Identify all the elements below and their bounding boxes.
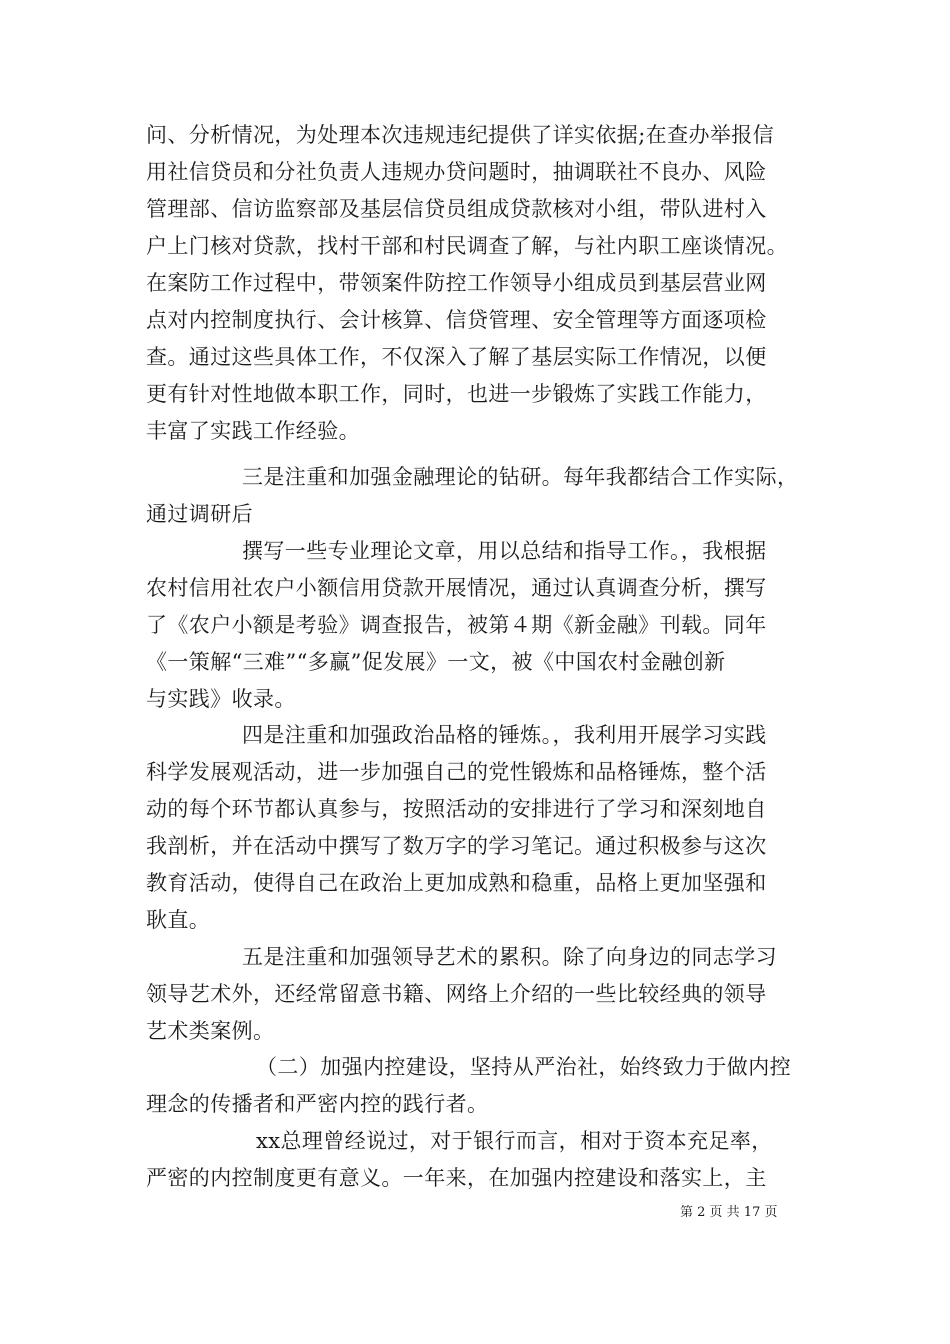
- text-line: 查。通过这些具体工作，不仅深入了解了基层实际工作情况，以便: [146, 345, 767, 369]
- text-line: 管理部、信访监察部及基层信贷员组成贷款核对小组，带队进村入: [146, 197, 767, 221]
- text-line: 丰富了实践工作经验。: [146, 419, 360, 443]
- paragraph-heading-3: 三是注重和加强金融理论的钻研。每年我都结合工作实际，: [242, 465, 799, 489]
- text-line: 科学发展观活动，进一步加强自己的党性锻炼和品格锤炼，整个活: [146, 760, 767, 784]
- text-line: 理念的传播者和严密内控的践行者。: [146, 1092, 489, 1116]
- text-line: 耿直。: [146, 908, 211, 932]
- paragraph-heading-5: 五是注重和加强领导艺术的累积。除了向身边的同志学习: [242, 945, 777, 969]
- section-heading-2: （二）加强内控建设，坚持从严治社，始终致力于做内控: [256, 1055, 791, 1079]
- text-line: 更有针对性地做本职工作，同时，也进一步锻炼了实践工作能力，: [146, 382, 767, 406]
- text-line: 我剖析，并在活动中撰写了数万字的学习笔记。通过积极参与这次: [146, 834, 767, 858]
- text-line: 户上门核对贷款，找村干部和村民调查了解，与社内职工座谈情况。: [146, 234, 788, 258]
- text-line: 《一策解“三难”“多赢”促发展》一文，被《中国农村金融创新: [146, 650, 726, 674]
- text-line: 农村信用社农户小额信用贷款开展情况，通过认真调查分析，撰写: [146, 576, 767, 600]
- text-line: 问、分析情况，为处理本次违规违纪提供了详实依据;在查办举报信: [146, 123, 775, 147]
- text-line: 点对内控制度执行、会计核算、信贷管理、安全管理等方面逐项检: [146, 308, 767, 332]
- text-line: 动的每个环节都认真参与，按照活动的安排进行了学习和深刻地自: [146, 797, 767, 821]
- text-line: 通过调研后: [146, 502, 253, 526]
- paragraph-heading-4: 四是注重和加强政治品格的锤炼。，我利用开展学习实践: [242, 723, 767, 747]
- text-line: 了《农户小额是考验》调查报告，被第４期《新金融》刊载。同年: [146, 613, 767, 637]
- text-line: 艺术类案例。: [146, 1019, 275, 1043]
- text-line: 用社信贷员和分社负责人违规办贷问题时，抽调联社不良办、风险: [146, 160, 767, 184]
- text-line: xx总理曾经说过，对于银行而言，相对于资本充足率，: [256, 1129, 773, 1153]
- text-line: 严密的内控制度更有意义。一年来，在加强内控建设和落实上，主: [146, 1166, 767, 1190]
- page-number: 第 2 页 共 17 页: [680, 1205, 778, 1220]
- text-line: 领导艺术外，还经常留意书籍、网络上介绍的一些比较经典的领导: [146, 982, 767, 1006]
- text-line: 教育活动，使得自己在政治上更加成熟和稳重，品格上更加坚强和: [146, 871, 767, 895]
- text-line: 撰写一些专业理论文章，用以总结和指导工作。，我根据: [242, 539, 767, 563]
- text-line: 在案防工作过程中，带领案件防控工作领导小组成员到基层营业网: [146, 271, 767, 295]
- text-line: 与实践》收录。: [146, 687, 296, 711]
